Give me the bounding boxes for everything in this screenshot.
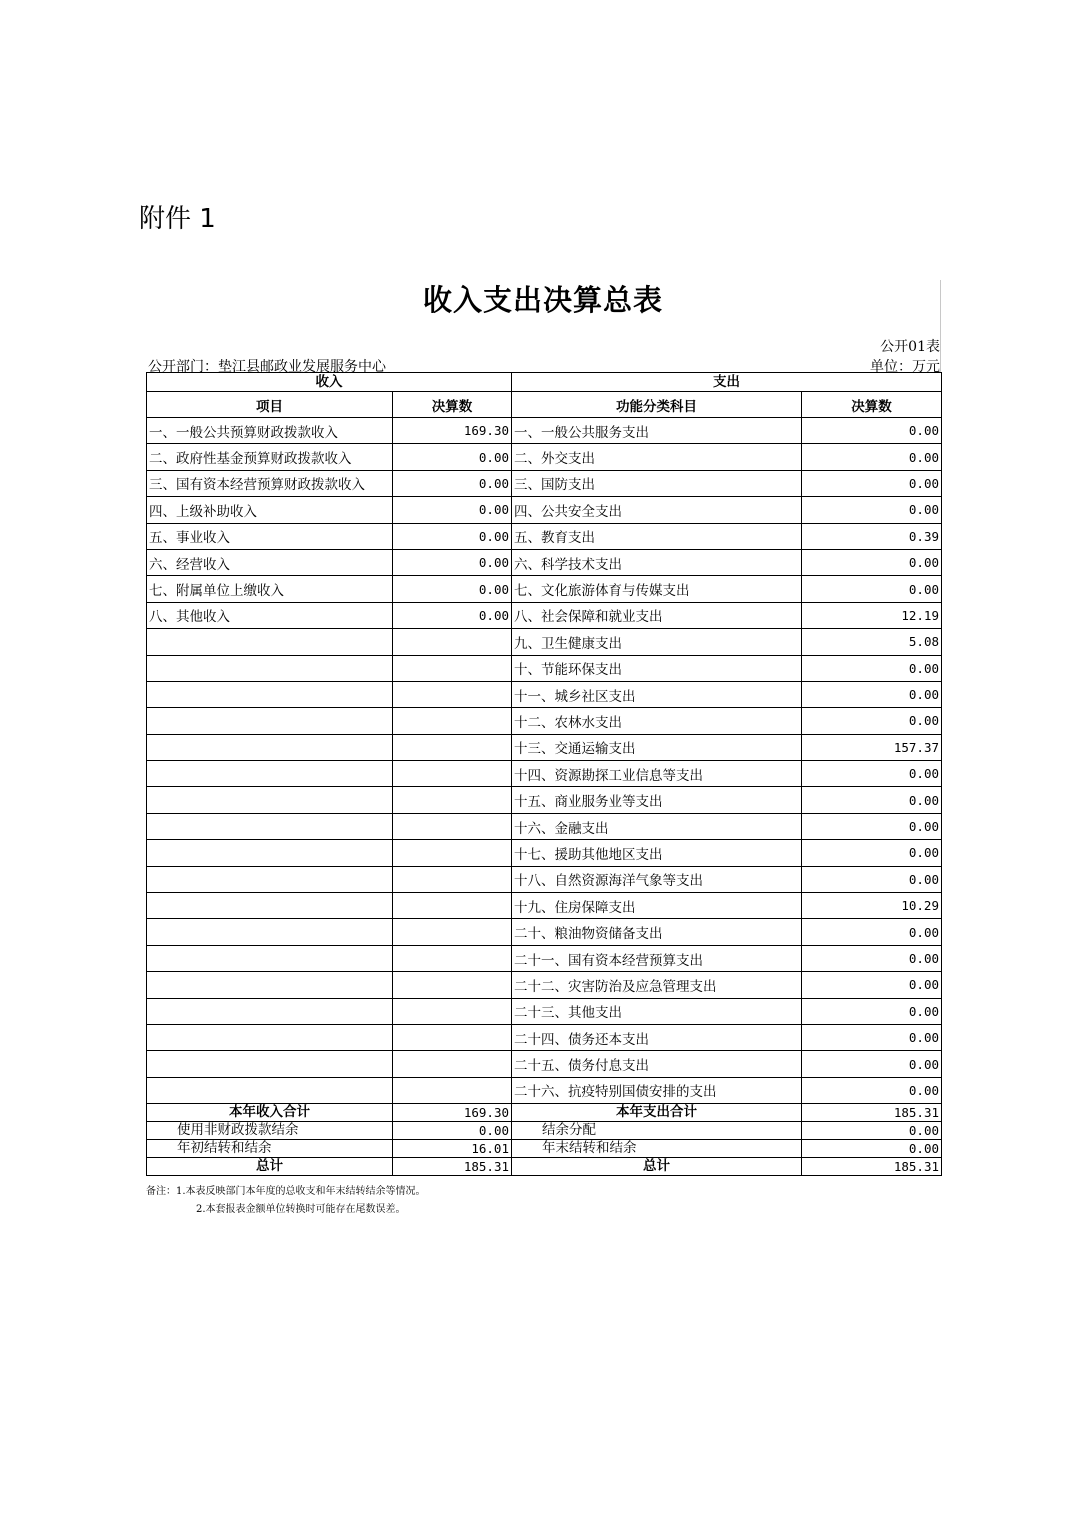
income-amount <box>393 708 512 734</box>
income-item: 四、上级补助收入 <box>147 497 393 523</box>
item-header: 项目 <box>147 392 393 418</box>
income-item <box>147 787 393 813</box>
expense-amount: 0.00 <box>802 761 942 787</box>
expense-amount: 0.00 <box>802 919 942 945</box>
income-item <box>147 761 393 787</box>
expense-amount: 0.00 <box>802 840 942 866</box>
note-1: 备注：1.本表反映部门本年度的总收支和年末结转结余等情况。 <box>146 1186 426 1197</box>
income-item: 二、政府性基金预算财政拨款收入 <box>147 444 393 470</box>
expense-amount: 0.00 <box>802 1077 942 1103</box>
expense-amount: 0.00 <box>802 972 942 998</box>
expense-amount: 0.00 <box>802 708 942 734</box>
table-row <box>147 761 942 787</box>
expense-item: 四、公共安全支出 <box>512 497 802 523</box>
table-number: 公开01表 <box>880 339 940 355</box>
expense-item: 十、节能环保支出 <box>512 655 802 681</box>
surplus-dist-label: 结余分配 <box>512 1122 802 1140</box>
table-row <box>147 893 942 919</box>
expense-item: 六、科学技术支出 <box>512 549 802 575</box>
amount2-header: 决算数 <box>802 392 942 418</box>
income-item <box>147 629 393 655</box>
grand-expense: 185.31 <box>802 1158 942 1176</box>
income-amount <box>393 1024 512 1050</box>
expense-amount: 10.29 <box>802 893 942 919</box>
income-header: 收入 <box>147 373 512 392</box>
income-amount: 0.00 <box>393 470 512 496</box>
expense-amount: 5.08 <box>802 629 942 655</box>
end-value: 0.00 <box>802 1140 942 1158</box>
grand-expense-label: 总计 <box>512 1158 802 1176</box>
expense-item: 十八、自然资源海洋气象等支出 <box>512 866 802 892</box>
income-amount <box>393 655 512 681</box>
non-fiscal: 0.00 <box>393 1122 512 1140</box>
income-item: 一、一般公共预算财政拨款收入 <box>147 418 393 444</box>
income-item <box>147 919 393 945</box>
expense-amount: 0.00 <box>802 813 942 839</box>
page-title: 收入支出决算总表 <box>422 283 663 317</box>
expense-item: 二十四、债务还本支出 <box>512 1024 802 1050</box>
income-amount <box>393 866 512 892</box>
table-row <box>147 840 942 866</box>
expense-amount: 0.00 <box>802 418 942 444</box>
table-row <box>147 866 942 892</box>
table-row <box>147 549 942 575</box>
expense-item: 二十三、其他支出 <box>512 998 802 1024</box>
income-amount: 0.00 <box>393 602 512 628</box>
expense-amount: 0.00 <box>802 497 942 523</box>
income-amount: 0.00 <box>393 549 512 575</box>
header-row-2 <box>147 392 942 418</box>
note-2: 2.本套报表金额单位转换时可能存在尾数误差。 <box>196 1204 406 1215</box>
expense-amount: 0.00 <box>802 998 942 1024</box>
income-item <box>147 893 393 919</box>
expense-item: 二十六、抗疫特别国债安排的支出 <box>512 1077 802 1103</box>
income-amount <box>393 945 512 971</box>
income-amount <box>393 972 512 998</box>
expense-amount: 157.37 <box>802 734 942 760</box>
income-amount: 0.00 <box>393 576 512 602</box>
table-row <box>147 998 942 1024</box>
expense-amount: 0.00 <box>802 1024 942 1050</box>
income-item <box>147 972 393 998</box>
expense-item: 十三、交通运输支出 <box>512 734 802 760</box>
income-amount <box>393 998 512 1024</box>
income-item <box>147 1051 393 1077</box>
expense-item: 十六、金融支出 <box>512 813 802 839</box>
expense-item: 五、教育支出 <box>512 523 802 549</box>
amount-header: 决算数 <box>393 392 512 418</box>
table-row <box>147 734 942 760</box>
summary-row-total <box>147 1104 942 1122</box>
table-row <box>147 972 942 998</box>
income-amount <box>393 734 512 760</box>
income-amount <box>393 787 512 813</box>
expense-header: 支出 <box>512 373 942 392</box>
department-label: 公开部门：垫江县邮政业发展服务中心 <box>148 359 386 375</box>
expense-item: 十四、资源勘探工业信息等支出 <box>512 761 802 787</box>
income-amount: 0.00 <box>393 444 512 470</box>
income-amount <box>393 813 512 839</box>
income-amount: 169.30 <box>393 418 512 444</box>
income-amount <box>393 629 512 655</box>
expense-item: 八、社会保障和就业支出 <box>512 602 802 628</box>
expense-amount: 0.00 <box>802 576 942 602</box>
expense-amount: 0.00 <box>802 470 942 496</box>
grand-income: 185.31 <box>393 1158 512 1176</box>
expense-item: 一、一般公共服务支出 <box>512 418 802 444</box>
income-item: 六、经营收入 <box>147 549 393 575</box>
table-row <box>147 1051 942 1077</box>
expense-item: 二十二、灾害防治及应急管理支出 <box>512 972 802 998</box>
income-item <box>147 655 393 681</box>
header-row-1 <box>147 373 942 392</box>
income-amount <box>393 893 512 919</box>
income-amount <box>393 1077 512 1103</box>
unit-label: 单位：万元 <box>870 359 940 375</box>
income-total: 169.30 <box>393 1104 512 1122</box>
income-item <box>147 813 393 839</box>
table-row <box>147 945 942 971</box>
income-item: 三、国有资本经营预算财政拨款收入 <box>147 470 393 496</box>
expense-amount: 0.00 <box>802 866 942 892</box>
expense-amount: 0.39 <box>802 523 942 549</box>
income-total-label: 本年收入合计 <box>147 1104 393 1122</box>
table-row <box>147 444 942 470</box>
expense-amount: 12.19 <box>802 602 942 628</box>
table-row <box>147 1024 942 1050</box>
income-item <box>147 866 393 892</box>
surplus-dist: 0.00 <box>802 1122 942 1140</box>
income-item: 八、其他收入 <box>147 602 393 628</box>
non-fiscal-label: 使用非财政拨款结余 <box>147 1122 393 1140</box>
income-item <box>147 1024 393 1050</box>
expense-item: 二十、粮油物资储备支出 <box>512 919 802 945</box>
end-label: 年末结转和结余 <box>512 1140 802 1158</box>
income-amount <box>393 1051 512 1077</box>
begin-label: 年初结转和结余 <box>147 1140 393 1158</box>
attachment-label: 附件 1 <box>139 204 216 234</box>
expense-total: 185.31 <box>802 1104 942 1122</box>
table-row <box>147 708 942 734</box>
expense-item: 三、国防支出 <box>512 470 802 496</box>
table-row <box>147 470 942 496</box>
begin-value: 16.01 <box>393 1140 512 1158</box>
income-item: 七、附属单位上缴收入 <box>147 576 393 602</box>
income-item <box>147 945 393 971</box>
summary-row-nonfiscal <box>147 1122 942 1140</box>
grand-income-label: 总计 <box>147 1158 393 1176</box>
income-item <box>147 1077 393 1103</box>
table-row <box>147 497 942 523</box>
expense-item: 二、外交支出 <box>512 444 802 470</box>
expense-item: 十一、城乡社区支出 <box>512 681 802 707</box>
expense-amount: 0.00 <box>802 787 942 813</box>
expense-amount: 0.00 <box>802 1051 942 1077</box>
table-row <box>147 655 942 681</box>
income-item <box>147 708 393 734</box>
table-row <box>147 602 942 628</box>
income-amount <box>393 840 512 866</box>
summary-row-grand <box>147 1158 942 1176</box>
income-item: 五、事业收入 <box>147 523 393 549</box>
expense-item: 二十一、国有资本经营预算支出 <box>512 945 802 971</box>
income-amount: 0.00 <box>393 497 512 523</box>
notes <box>146 1183 426 1219</box>
table-row <box>147 418 942 444</box>
expense-item: 九、卫生健康支出 <box>512 629 802 655</box>
expense-amount: 0.00 <box>802 681 942 707</box>
income-amount <box>393 761 512 787</box>
table-row <box>147 523 942 549</box>
income-item <box>147 681 393 707</box>
table-row <box>147 629 942 655</box>
expense-item: 十五、商业服务业等支出 <box>512 787 802 813</box>
expense-total-label: 本年支出合计 <box>512 1104 802 1122</box>
table-row <box>147 813 942 839</box>
income-amount <box>393 681 512 707</box>
expense-amount: 0.00 <box>802 444 942 470</box>
expense-item: 二十五、债务付息支出 <box>512 1051 802 1077</box>
table-row <box>147 681 942 707</box>
income-item <box>147 998 393 1024</box>
expense-item: 十七、援助其他地区支出 <box>512 840 802 866</box>
expense-item: 十二、农林水支出 <box>512 708 802 734</box>
income-amount: 0.00 <box>393 523 512 549</box>
divider <box>940 280 941 372</box>
expense-amount: 0.00 <box>802 945 942 971</box>
table-row <box>147 787 942 813</box>
table-row <box>147 576 942 602</box>
income-item <box>147 840 393 866</box>
expense-amount: 0.00 <box>802 655 942 681</box>
table-row <box>147 1077 942 1103</box>
budget-table <box>146 372 942 1176</box>
table-row <box>147 919 942 945</box>
income-amount <box>393 919 512 945</box>
func-item-header: 功能分类科目 <box>512 392 802 418</box>
expense-item: 十九、住房保障支出 <box>512 893 802 919</box>
expense-amount: 0.00 <box>802 549 942 575</box>
expense-item: 七、文化旅游体育与传媒支出 <box>512 576 802 602</box>
summary-row-carryover <box>147 1140 942 1158</box>
income-item <box>147 734 393 760</box>
